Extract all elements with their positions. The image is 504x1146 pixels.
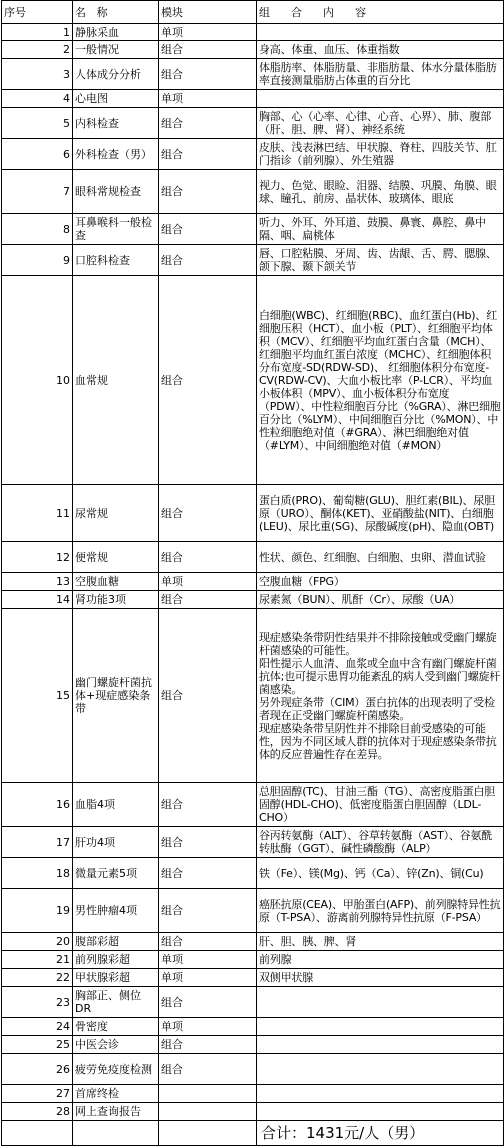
item-content: 癌胚抗原(CEA)、甲胎蛋白(AFP)、前列腺特异性抗原（T-PSA）、游离前列腺特异性抗原（F-PSA） <box>257 889 504 933</box>
item-content: 铁（Fe）、镁(Mg)、钙（Ca）、锌(Zn)、铜(Cu) <box>257 858 504 889</box>
item-content: 胸部、心（心率、心律、心音、心界）、肺、腹部（肝、胆、脾、肾）、神经系统 <box>257 108 504 139</box>
total-row <box>2 1121 504 1146</box>
item-name: 幽门螺旋杆菌抗体+现症感染条带 <box>73 609 159 783</box>
item-name: 人体成分分析 <box>73 59 159 90</box>
table-row <box>2 1103 504 1121</box>
table-row <box>2 609 504 783</box>
module-type: 组合 <box>159 1036 257 1054</box>
row-number: 28 <box>2 1103 73 1121</box>
item-content <box>257 90 504 108</box>
item-name: 网上查询报告 <box>73 1103 159 1121</box>
item-content: 尿素氮（BUN）、肌酐（Cr）、尿酸（UA） <box>257 591 504 609</box>
row-number: 10 <box>2 276 73 485</box>
item-name: 耳鼻喉科一般检查 <box>73 214 159 245</box>
item-content: 蛋白质(PRO)、葡萄糖(GLU)、胆红素(BIL)、尿胆原（URO）、酮体(KET)、亚硝酸盐(NIT)、白细胞(LEU)、尿比重(SG)、尿酸碱度(pH)、隐血(OBT) <box>257 485 504 542</box>
table-row <box>2 573 504 591</box>
table-row <box>2 933 504 951</box>
item-name: 微量元素5项 <box>73 858 159 889</box>
module-type <box>159 1103 257 1121</box>
module-type: 单项 <box>159 969 257 987</box>
header-row <box>2 1 504 24</box>
module-type: 组合 <box>159 783 257 827</box>
row-number: 24 <box>2 1018 73 1036</box>
item-content <box>257 1085 504 1103</box>
table-row <box>2 987 504 1018</box>
row-number: 14 <box>2 591 73 609</box>
module-type: 单项 <box>159 24 257 41</box>
row-number: 19 <box>2 889 73 933</box>
table-row <box>2 108 504 139</box>
item-content: 前列腺 <box>257 951 504 969</box>
module-type: 组合 <box>159 108 257 139</box>
module-type: 组合 <box>159 591 257 609</box>
table-row <box>2 591 504 609</box>
module-type: 组合 <box>159 276 257 485</box>
module-type: 组合 <box>159 827 257 858</box>
header-seq: 序号 <box>2 1 73 24</box>
row-number: 13 <box>2 573 73 591</box>
row-number: 23 <box>2 987 73 1018</box>
module-type: 组合 <box>159 245 257 276</box>
module-type: 组合 <box>159 609 257 783</box>
row-number: 4 <box>2 90 73 108</box>
table-row <box>2 1018 504 1036</box>
row-number: 7 <box>2 170 73 214</box>
item-name: 一般情况 <box>73 41 159 59</box>
item-content: 身高、体重、血压、体重指数 <box>257 41 504 59</box>
row-number: 16 <box>2 783 73 827</box>
row-number: 17 <box>2 827 73 858</box>
item-name: 外科检查（男） <box>73 139 159 170</box>
item-name: 甲状腺彩超 <box>73 969 159 987</box>
row-number: 8 <box>2 214 73 245</box>
item-content <box>257 1036 504 1054</box>
total-price: 合计：1431元/人（男） <box>257 1121 504 1146</box>
item-name: 腹部彩超 <box>73 933 159 951</box>
item-content: 空腹血糖（FPG） <box>257 573 504 591</box>
item-name: 便常规 <box>73 542 159 573</box>
item-name: 肝功4项 <box>73 827 159 858</box>
module-type: 组合 <box>159 214 257 245</box>
header-name: 名 称 <box>73 1 159 24</box>
module-type: 组合 <box>159 1054 257 1085</box>
row-number: 6 <box>2 139 73 170</box>
table-row <box>2 969 504 987</box>
row-number: 22 <box>2 969 73 987</box>
table-row <box>2 170 504 214</box>
item-content: 视力、色觉、眼睑、泪器、结膜、巩膜、角膜、眼球、瞳孔、前房、晶状体、玻璃体、眼底 <box>257 170 504 214</box>
row-number: 11 <box>2 485 73 542</box>
module-type: 组合 <box>159 170 257 214</box>
item-content: 皮肤、浅表淋巴结、甲状腺、脊柱、四肢关节、肛门指诊（前列腺）、外生殖器 <box>257 139 504 170</box>
table-row <box>2 139 504 170</box>
module-type: 组合 <box>159 59 257 90</box>
header-content: 组 合 内 容 <box>257 1 504 24</box>
table-row <box>2 858 504 889</box>
module-type: 组合 <box>159 889 257 933</box>
item-content <box>257 987 504 1018</box>
module-type: 组合 <box>159 485 257 542</box>
row-number: 20 <box>2 933 73 951</box>
item-name: 首席终检 <box>73 1085 159 1103</box>
item-name: 血脂4项 <box>73 783 159 827</box>
table-row <box>2 1036 504 1054</box>
module-type: 单项 <box>159 1018 257 1036</box>
row-number: 3 <box>2 59 73 90</box>
module-type: 组合 <box>159 139 257 170</box>
item-name: 口腔科检查 <box>73 245 159 276</box>
table-row <box>2 1085 504 1103</box>
table-row <box>2 485 504 542</box>
item-name: 胸部正、侧位DR <box>73 987 159 1018</box>
item-name: 心电图 <box>73 90 159 108</box>
module-type: 单项 <box>159 90 257 108</box>
row-number: 5 <box>2 108 73 139</box>
item-content: 白细胞(WBC)、红细胞(RBC)、血红蛋白(Hb)、红细胞压积（HCT）、血小板（PLT）、红细胞平均体积（MCV）、红细胞平均血红蛋白含量（MCH）、红细胞平均血红蛋白浓度（MCHC）、红细胞体积分布宽度-SD(RDW-SD)、 红细胞体积分布宽度-CV(RDW-CV)、大血小板比率（P-LCR）、平均血小板体积（MPV）、血小板体积分布宽度（PDW）、中性粒细胞百分比（%GRA）、淋巴细胞百分比（%LYM）、中间细胞百分比（%MON）、中性粒细胞绝对值（#GRA）、淋巴细胞绝对值（#LYM）、中间细胞绝对值（#MON） <box>257 276 504 485</box>
item-content: 谷丙转氨酶（ALT）、谷草转氨酶（AST）、谷氨酰转肽酶（GGT）、碱性磷酸酶（ALP） <box>257 827 504 858</box>
item-name: 空腹血糖 <box>73 573 159 591</box>
item-content <box>257 24 504 41</box>
item-name: 血常规 <box>73 276 159 485</box>
item-content: 肝、胆、胰、脾、肾 <box>257 933 504 951</box>
row-number: 2 <box>2 41 73 59</box>
row-number: 25 <box>2 1036 73 1054</box>
table-row <box>2 90 504 108</box>
row-number: 15 <box>2 609 73 783</box>
module-type: 组合 <box>159 858 257 889</box>
row-number: 26 <box>2 1054 73 1085</box>
item-name: 肾功能3项 <box>73 591 159 609</box>
row-number: 12 <box>2 542 73 573</box>
item-name: 眼科常规检查 <box>73 170 159 214</box>
item-name: 尿常规 <box>73 485 159 542</box>
row-number: 9 <box>2 245 73 276</box>
header-type: 模块 <box>159 1 257 24</box>
item-content <box>257 1103 504 1121</box>
item-content <box>257 1018 504 1036</box>
item-name: 内科检查 <box>73 108 159 139</box>
table-body <box>2 24 504 1121</box>
table-row <box>2 245 504 276</box>
row-number: 27 <box>2 1085 73 1103</box>
item-name: 静脉采血 <box>73 24 159 41</box>
item-name: 前列腺彩超 <box>73 951 159 969</box>
item-name: 男性肿瘤4项 <box>73 889 159 933</box>
item-content: 唇、口腔粘膜、牙周、齿、齿龈、舌、腭、腮腺、颌下腺、颞下颌关节 <box>257 245 504 276</box>
checkup-package-table <box>1 0 504 1146</box>
table-row <box>2 276 504 485</box>
row-number: 1 <box>2 24 73 41</box>
item-content: 性状、颜色、红细胞、白细胞、虫卵、潜血试验 <box>257 542 504 573</box>
table-row <box>2 59 504 90</box>
table-row <box>2 24 504 41</box>
item-content: 总胆固醇(TC)、甘油三酯（TG）、高密度脂蛋白胆固醇(HDL-CHO)、低密度脂蛋白胆固醇（LDL-CHO） <box>257 783 504 827</box>
item-content: 现症感染条带阴性结果并不排除接触或受幽门螺旋杆菌感染的可能性。 阳性提示人血清、血浆或全血中含有幽门螺旋杆菌抗体;也可提示患胃功能紊乱的病人受到幽门螺旋杆菌感染。 另外现症条带（CIM）蛋白抗体的出现表明了受检者现在正受幽门螺旋杆菌感染。 现症感染条带呈阴性并不排除目前受感染的可能性，因为不同区域人群的抗体对于现症感染条带抗体的反应普遍性存在差异。 <box>257 609 504 783</box>
table-row <box>2 951 504 969</box>
table-row <box>2 214 504 245</box>
item-content <box>257 1054 504 1085</box>
table-row <box>2 889 504 933</box>
module-type: 组合 <box>159 542 257 573</box>
item-name: 骨密度 <box>73 1018 159 1036</box>
item-content: 听力、外耳、外耳道、鼓膜、鼻寰、鼻腔、鼻中隔、咽、扁桃体 <box>257 214 504 245</box>
item-content: 体脂肪率、体脂肪量、非脂肪量、体水分量体脂肪率直接测量脂肪占体重的百分比 <box>257 59 504 90</box>
row-number: 21 <box>2 951 73 969</box>
table-row <box>2 827 504 858</box>
module-type: 单项 <box>159 951 257 969</box>
module-type: 组合 <box>159 41 257 59</box>
table-row <box>2 783 504 827</box>
table-row <box>2 41 504 59</box>
row-number: 18 <box>2 858 73 889</box>
item-name: 疲劳免疫度检测 <box>73 1054 159 1085</box>
table-row <box>2 1054 504 1085</box>
module-type: 单项 <box>159 573 257 591</box>
module-type: 组合 <box>159 987 257 1018</box>
item-content: 双侧甲状腺 <box>257 969 504 987</box>
module-type <box>159 1085 257 1103</box>
table-row <box>2 542 504 573</box>
item-name: 中医会诊 <box>73 1036 159 1054</box>
module-type: 组合 <box>159 933 257 951</box>
